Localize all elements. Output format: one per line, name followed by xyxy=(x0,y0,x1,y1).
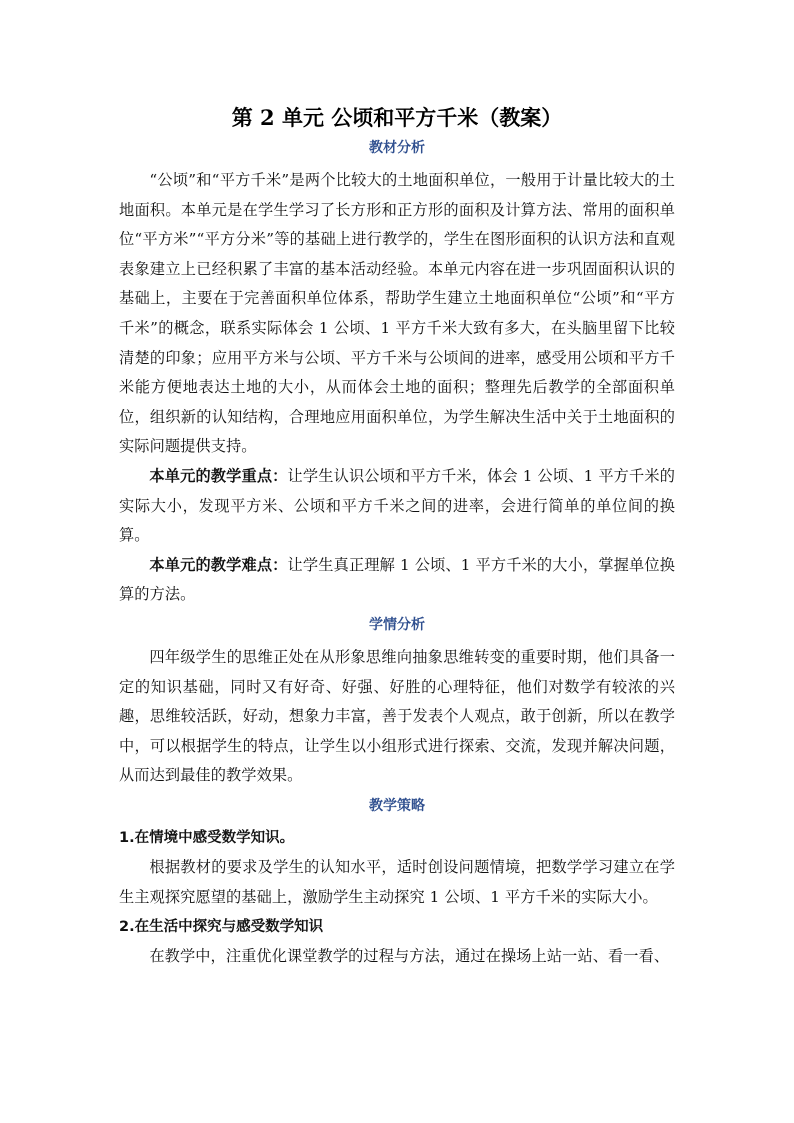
difficulty-label: 本单元的教学难点： xyxy=(149,555,288,574)
strategy-paragraph-2: 在教学中，注重优化课堂教学的过程与方法，通过在操场上站一站、看一看、 xyxy=(149,947,670,966)
paragraph-textbook-analysis: “公顷”和“平方千米”是两个比较大的土地面积单位，一般用于计量比较大的土地面积。本单元是在学生学习了长方形和正方形的面积及计算方法、常用的面积单位“平方米”“平方分米”等的基础上进行教学的，学生在图形面积的认识方法和直观表象建立上已经积累了丰富的基本活动经验。本单元内容在进一步巩固面积认识的基础上，主要在于完善面积单位体系，帮助学生建立土地面积单位“公顷”和“平方千米”的概念，联系实际体会 1 公顷、1 平方千米大致有多大，在头脑里留下比较清楚的印象；应用平方米与公顷、平方千米与公顷间的进率，感受用公顷和平方千米能方便地表达土地的大小，从而体会土地的面积；整理先后教学的全部面积单位，组织新的认知结构，合理地应用面积单位，为学生解决生活中关于土地面积的实际问题提供支持。 xyxy=(119,171,675,456)
paragraph-difficulty xyxy=(119,551,675,610)
key-point-text: 让学生认识公顷和平方千米，体会 1 公顷、1 平方千米的实际大小，发现平方米、公顷和平方千米之间的进率，会进行简单的单位间的换算。 xyxy=(119,466,676,545)
paragraph-key-point xyxy=(119,462,675,551)
section-heading-student-analysis: 学情分析 xyxy=(369,616,425,633)
difficulty-text: 让学生真正理解 1 公顷、1 平方千米的大小，掌握单位换算的方法。 xyxy=(119,555,676,604)
strategy-paragraph-1: 根据教材的要求及学生的认知水平，适时创设问题情境，把数学学习建立在学生主观探究愿望的基础上，激励学生主动探究 1 公顷、1 平方千米的实际大小。 xyxy=(119,858,675,907)
paragraph-student-analysis: 四年级学生的思维正处在从形象思维向抽象思维转变的重要时期，他们具备一定的知识基础，同时又有好奇、好强、好胜的心理特征，他们对数学有较浓的兴趣，思维较活跃，好动，想象力丰富，善于发表个人观点，敢于创新，所以在教学中，可以根据学生的特点，让学生以小组形式进行探索、交流，发现并解决问题，从而达到最佳的教学效果。 xyxy=(119,647,675,785)
strategy-heading-1: 1.在情境中感受数学知识。 xyxy=(119,829,295,846)
strategy-heading-2: 2.在生活中探究与感受数学知识 xyxy=(119,918,324,935)
section-heading-teaching-strategy: 教学策略 xyxy=(369,797,425,814)
page-title: 第 2 单元 公顷和平方千米（教案） xyxy=(231,105,563,130)
section-heading-textbook-analysis: 教材分析 xyxy=(369,140,425,156)
key-point-label: 本单元的教学重点： xyxy=(149,466,288,485)
document-body xyxy=(119,103,675,972)
